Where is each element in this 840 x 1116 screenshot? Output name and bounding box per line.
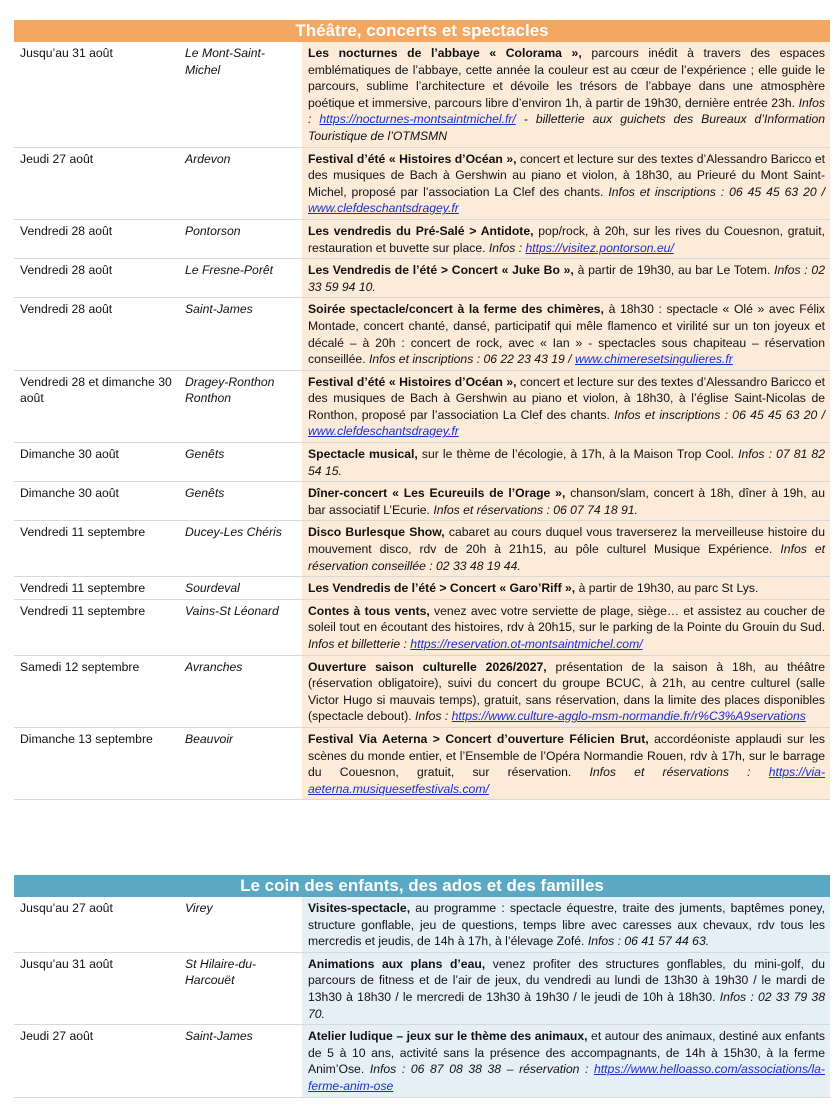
table-row <box>14 147 830 219</box>
event-body: concert et lecture sur des textes d’Alessandro Baricco et des musiques de Bach à Gershwin au piano et violon, à 18h30, à l’église Saint-Nicolas de Ronthon, proposé par l’association La Clef des chants. <box>308 374 826 422</box>
event-body: accordéoniste applaudi sur les scènes du monde entier, et l’Ensemble de l’Opéra Normandie Rouen, rdv à 17h, sur le barrage du Couesnon, gratuit, sur réservation. <box>308 731 825 780</box>
event-place: Saint-James <box>179 1025 302 1097</box>
event-link[interactable]: https://reservation.ot-montsaintmichel.com/ <box>410 637 643 651</box>
event-info: Infos : <box>415 709 452 724</box>
event-title: Festival d’été « Histoires d’Océan », <box>308 374 517 389</box>
event-body: pop/rock, à 20h, sur les rives du Couesnon, gratuit, restauration et buvette sur place. <box>308 223 825 255</box>
table-row <box>14 897 830 952</box>
table-row <box>14 259 830 298</box>
table-row <box>14 443 830 482</box>
event-description <box>302 655 830 727</box>
event-link[interactable]: www.clefdeschantsdragey.fr <box>308 201 459 216</box>
event-body: chanson/slam, concert à 18h, dîner à 19h, au bar associatif L’Ecurie. <box>308 486 825 517</box>
event-date: Vendredi 28 août <box>14 298 179 370</box>
event-date: Vendredi 11 septembre <box>14 577 179 600</box>
event-date: Vendredi 28 et dimanche 30 août <box>14 370 179 442</box>
event-title: Disco Burlesque Show, <box>308 525 445 540</box>
table-row <box>14 521 830 577</box>
event-info: Infos : <box>488 240 526 255</box>
event-place: Genêts <box>179 443 302 482</box>
event-date: Dimanche 13 septembre <box>14 727 179 799</box>
event-info: Infos et réservation conseillée : 02 33 48 19 44. <box>308 542 825 573</box>
event-body: à partir de 19h30, au parc St Lys. <box>575 581 759 596</box>
event-date: Jusqu’au 31 août <box>14 42 179 147</box>
event-info: Infos et inscriptions : 06 45 45 63 20 / <box>608 184 825 199</box>
event-date: Vendredi 11 septembre <box>14 599 179 655</box>
event-place: Beauvoir <box>179 727 302 799</box>
event-description <box>302 147 830 219</box>
event-description <box>302 42 830 147</box>
event-date: Dimanche 30 août <box>14 482 179 521</box>
event-place: Le Fresne-Porêt <box>179 259 302 298</box>
event-description <box>302 219 830 258</box>
event-info-extra: - billetterie aux guichets des Bureaux d’Information Touristique de l’OTMSMN <box>308 112 826 143</box>
event-title: Spectacle musical, <box>308 447 418 462</box>
event-body: concert et lecture sur des textes d’Alessandro Baricco et des musiques de Bach à Gershwin au piano et violon, à 18h30, au Prieuré du Mont Saint-Michel, proposé par l’association La Clef des chants. <box>308 151 826 199</box>
event-title: Les Vendredis de l’été > Concert « Juke Bo », <box>308 263 574 278</box>
event-description <box>302 482 830 521</box>
event-info: Infos : 02 33 59 94 10. <box>308 263 825 294</box>
section-shows <box>14 20 830 800</box>
event-info: Infos : 06 87 08 38 38 – réservation : <box>369 1062 594 1077</box>
event-link[interactable]: https://www.culture-agglo-msm-normandie.fr/r%C3%A9servations <box>451 709 806 724</box>
event-place: Saint-James <box>179 298 302 370</box>
event-place: Avranches <box>179 655 302 727</box>
event-info: Infos et inscriptions : 06 45 45 63 20 / <box>614 407 825 422</box>
event-date: Dimanche 30 août <box>14 443 179 482</box>
event-body: à partir de 19h30, au bar Le Totem. <box>573 263 775 278</box>
event-title: Atelier ludique – jeux sur le thème des animaux, <box>308 1029 588 1044</box>
event-link[interactable]: https://visitez.pontorson.eu/ <box>525 240 674 255</box>
event-date: Jusqu’au 27 août <box>14 897 179 952</box>
event-info: Infos : 07 81 82 54 15. <box>308 447 825 478</box>
event-place: St Hilaire-du-Harcouët <box>179 952 302 1024</box>
event-body: parcours inédit à travers des espaces emblématiques de l’abbaye, cette année la couleur est au cœur de l’expérience ; elle guide le parcours, sublime l’architecture et dévoile les trésors de l’abbaye dans une atmosphère poétique et immersive, parcours libre d’environ 1h, à partir de 19h30, dernière entrée 23h. <box>308 46 825 110</box>
event-body: cabaret au cours duquel vous traverserez la merveilleuse histoire du mouvement disco, rdv de 20h à 21h15, au pôle culturel Musique Expérience. <box>308 525 825 557</box>
table-row <box>14 482 830 521</box>
table-row <box>14 952 830 1024</box>
event-title: Soirée spectacle/concert à la ferme des chimères, <box>308 302 604 317</box>
table-row <box>14 655 830 727</box>
event-body: venez profiter des structures gonflables, du mini-golf, du parcours de fitness et de l’air de jeux, du vendredi au lundi de 13h30 à 19h30 / le mardi de 13h30 à 18h30 / le mercredi de 13h30 à 19h30 / le jeudi de 10h à 18h30. <box>308 956 826 1004</box>
table-row <box>14 727 830 799</box>
event-date: Jeudi 27 août <box>14 1025 179 1097</box>
event-place: Ducey-Les Chéris <box>179 521 302 577</box>
event-date: Vendredi 28 août <box>14 259 179 298</box>
event-description <box>302 521 830 577</box>
table-row <box>14 298 830 370</box>
event-info: Infos : 02 33 79 38 70. <box>308 989 825 1021</box>
section-title: Le coin des enfants, des ados et des familles <box>14 875 830 897</box>
event-description <box>302 370 830 442</box>
event-title: Les vendredis du Pré-Salé > Antidote, <box>308 223 534 238</box>
events-table <box>14 897 830 1098</box>
event-place: Pontorson <box>179 219 302 258</box>
event-date: Jeudi 27 août <box>14 147 179 219</box>
event-body: à 18h30 : spectacle « Olé » avec Félix Montade, concert chanté, dansé, participatif qui mêle flamenco et virilité sur un ton joyeux et décalé – à 20h : concert de rock, avec « Ian » - spectacles sous chapiteau – réservation conseillée. <box>308 302 826 367</box>
event-info: Infos et réservations : 06 07 74 18 91. <box>433 502 638 517</box>
event-link[interactable]: https://nocturnes-montsaintmichel.fr/ <box>319 112 516 127</box>
event-title: Festival Via Aeterna > Concert d’ouverture Félicien Brut, <box>308 731 649 746</box>
event-body: venez avec votre serviette de plage, siège… et assistez au coucher de soleil tout en écoutant des histoires, rdv à 20h15, sur le parking de la Pointe du Grouin du Sud. <box>308 603 825 635</box>
event-title: Les Vendredis de l’été > Concert « Garo’Riff », <box>308 581 576 596</box>
event-description <box>302 577 830 600</box>
event-place: Vains-St Léonard <box>179 599 302 655</box>
event-place: Dragey-Ronthon Ronthon <box>179 370 302 442</box>
event-title: Les nocturnes de l’abbaye « Colorama », <box>308 46 582 60</box>
event-description <box>302 443 830 482</box>
event-info: Infos et réservations : <box>589 765 769 780</box>
event-link[interactable]: https://via-aeterna.musiquesetfestivals.com/ <box>308 765 825 796</box>
event-link[interactable]: www.clefdeschantsdragey.fr <box>308 424 459 439</box>
event-description <box>302 298 830 370</box>
event-description <box>302 952 830 1024</box>
event-title: Festival d’été « Histoires d’Océan », <box>308 151 517 166</box>
event-date: Jusqu’au 31 août <box>14 952 179 1024</box>
event-place: Le Mont-Saint-Michel <box>179 42 302 147</box>
event-place: Genêts <box>179 482 302 521</box>
event-description <box>302 259 830 298</box>
event-body: au programme : spectacle équestre, traite des juments, baptêmes poney, structure gonflable, jeu de questions, temps libre avec caresses aux chevaux, rdv tous les mercredis et jeudis, de 14h à 17h, à l’élevage Zofé. <box>308 901 825 949</box>
event-description <box>302 897 830 952</box>
event-place: Virey <box>179 897 302 952</box>
table-row <box>14 577 830 600</box>
event-title: Dîner-concert « Les Ecureuils de l’Orage », <box>308 486 566 501</box>
event-date: Vendredi 11 septembre <box>14 521 179 577</box>
event-body: présentation de la saison à 18h, au théâtre (réservation obligatoire), suivi du concert du groupe BCUC, à 21h, au centre culturel (salle Victor Hugo si mauvais temps), gratuit, sans réservation, dans la limite des places disponibles (spectacle debout). <box>308 659 826 724</box>
section-families <box>14 875 830 1098</box>
event-title: Visites-spectacle, <box>308 901 411 915</box>
table-row <box>14 42 830 147</box>
event-info: Infos : <box>308 95 825 127</box>
event-info: Infos et inscriptions : 06 22 23 43 19 / <box>368 352 575 367</box>
table-row <box>14 219 830 258</box>
event-description <box>302 599 830 655</box>
table-row <box>14 599 830 655</box>
event-body: sur le thème de l’écologie, à 17h, à la Maison Trop Cool. <box>417 447 739 462</box>
table-row <box>14 370 830 442</box>
event-description <box>302 1025 830 1097</box>
event-description <box>302 727 830 799</box>
event-info: Infos : 06 41 57 44 63. <box>587 934 710 949</box>
event-title: Ouverture saison culturelle 2026/2027, <box>308 659 547 674</box>
section-title: Théâtre, concerts et spectacles <box>14 20 830 42</box>
event-place: Ardevon <box>179 147 302 219</box>
event-link[interactable]: www.chimeresetsingulieres.fr <box>574 352 733 367</box>
events-table <box>14 42 830 800</box>
event-title: Contes à tous vents, <box>308 603 430 618</box>
event-date: Vendredi 28 août <box>14 219 179 258</box>
event-info: Infos et billetterie : <box>308 637 411 651</box>
event-title: Animations aux plans d’eau, <box>308 956 486 971</box>
event-link[interactable]: https://www.helloasso.com/associations/la-ferme-anim-ose <box>308 1062 825 1093</box>
event-body: et autour des animaux, destiné aux enfants de 5 à 10 ans, activité sans la présence des accompagnants, de 14h à 15h30, à la ferme Anim’Ose. <box>308 1029 825 1077</box>
event-place: Sourdeval <box>179 577 302 600</box>
event-date: Samedi 12 septembre <box>14 655 179 727</box>
table-row <box>14 1025 830 1097</box>
